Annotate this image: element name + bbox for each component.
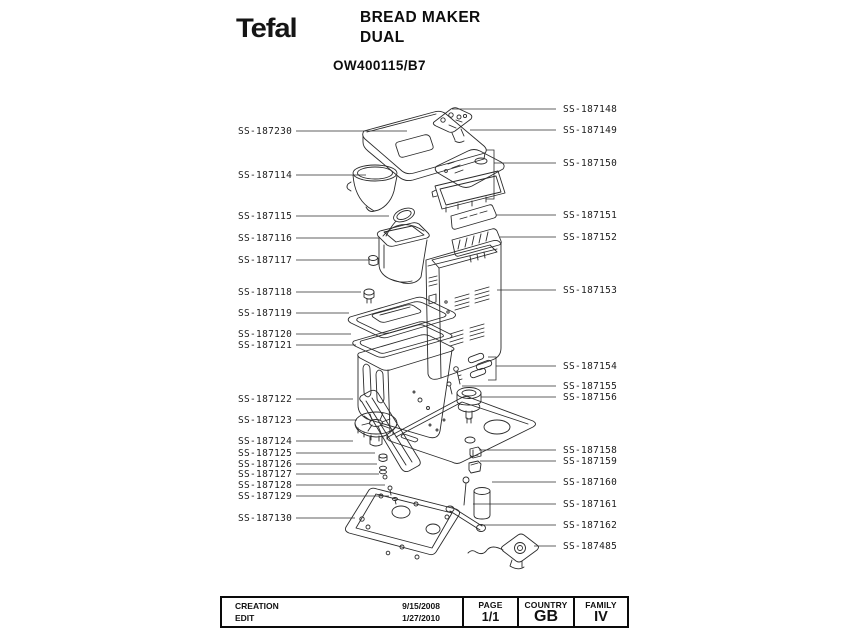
revision-table xyxy=(220,596,629,628)
washer-stack xyxy=(380,466,387,474)
tefal-logo: Tefal xyxy=(236,13,297,43)
oven-chamber xyxy=(358,335,454,438)
edit-label: EDIT xyxy=(235,612,255,623)
pan-knob xyxy=(369,256,379,266)
rotary-coupler xyxy=(457,388,481,424)
country-header: COUNTRY xyxy=(524,600,568,610)
motor xyxy=(468,534,539,569)
page-header: PAGE xyxy=(478,600,503,610)
family-cell xyxy=(573,598,627,626)
part-label: SS-187161 xyxy=(563,499,618,510)
screw-mid-2 xyxy=(447,382,452,394)
part-label: SS-187148 xyxy=(563,104,618,115)
screw-small-2 xyxy=(388,486,392,495)
screw-mid-1 xyxy=(454,367,462,384)
part-label: SS-187115 xyxy=(238,211,293,222)
country-cell xyxy=(517,598,573,626)
family-header: FAMILY xyxy=(585,600,617,610)
part-label: SS-187129 xyxy=(238,491,293,502)
revision-dates-cell xyxy=(222,598,462,626)
bread-pan xyxy=(377,223,429,284)
part-label: SS-187117 xyxy=(238,255,293,266)
capacitor xyxy=(474,488,490,520)
part-label: SS-187160 xyxy=(563,477,618,488)
part-label: SS-187124 xyxy=(238,436,293,447)
edit-row xyxy=(235,613,440,623)
part-label: SS-187154 xyxy=(563,361,618,372)
creation-label: CREATION xyxy=(235,601,279,612)
part-label: SS-187152 xyxy=(563,232,618,243)
part-label: SS-187156 xyxy=(563,392,618,403)
page-cell xyxy=(462,598,517,626)
title-line2: DUAL xyxy=(360,29,405,46)
part-label: SS-187485 xyxy=(563,541,618,552)
part-label: SS-187230 xyxy=(238,126,293,137)
model-number: OW400115/B7 xyxy=(333,58,426,73)
measuring-cup xyxy=(347,165,397,212)
screw-small-1 xyxy=(383,475,387,479)
shaft-knob xyxy=(364,289,374,303)
part-labels-left xyxy=(238,126,292,524)
fuse-rod xyxy=(463,477,469,505)
part-label: SS-187150 xyxy=(563,158,618,169)
part-label: SS-187123 xyxy=(238,415,293,426)
part-labels-right xyxy=(563,104,617,552)
switch-block xyxy=(470,447,481,458)
part-label: SS-187128 xyxy=(238,480,293,491)
part-label: SS-187158 xyxy=(563,445,618,456)
edit-date: 1/27/2010 xyxy=(402,612,440,623)
base-plate xyxy=(345,488,459,559)
part-label: SS-187162 xyxy=(563,520,618,531)
part-label: SS-187151 xyxy=(563,210,618,221)
part-label: SS-187125 xyxy=(238,448,293,459)
part-label: SS-187155 xyxy=(563,381,618,392)
part-label: SS-187130 xyxy=(238,513,293,524)
leader-lines xyxy=(296,109,556,546)
part-label: SS-187159 xyxy=(563,456,618,467)
part-label: SS-187120 xyxy=(238,329,293,340)
title-line1: BREAD MAKER xyxy=(360,9,481,26)
part-label: SS-187118 xyxy=(238,287,293,298)
part-label: SS-187153 xyxy=(563,285,618,296)
creation-date: 9/15/2008 xyxy=(402,601,440,612)
country-value: GB xyxy=(534,608,558,625)
part-label: SS-187127 xyxy=(238,469,293,480)
hinge-assembly xyxy=(433,108,471,143)
page-value: 1/1 xyxy=(481,610,500,624)
family-value: IV xyxy=(594,609,608,625)
part-label: SS-187126 xyxy=(238,459,293,470)
part-label: SS-187116 xyxy=(238,233,293,244)
base-bracket-plate xyxy=(388,397,536,464)
part-label: SS-187119 xyxy=(238,308,293,319)
measuring-spoon xyxy=(386,205,416,236)
creation-row xyxy=(235,601,440,611)
fastener-cap xyxy=(379,454,387,462)
kneading-paddles xyxy=(467,352,492,378)
part-label: SS-187121 xyxy=(238,340,293,351)
part-label: SS-187114 xyxy=(238,170,293,181)
clip-block xyxy=(469,461,481,473)
part-label: SS-187122 xyxy=(238,394,293,405)
part-label: SS-187149 xyxy=(563,125,618,136)
